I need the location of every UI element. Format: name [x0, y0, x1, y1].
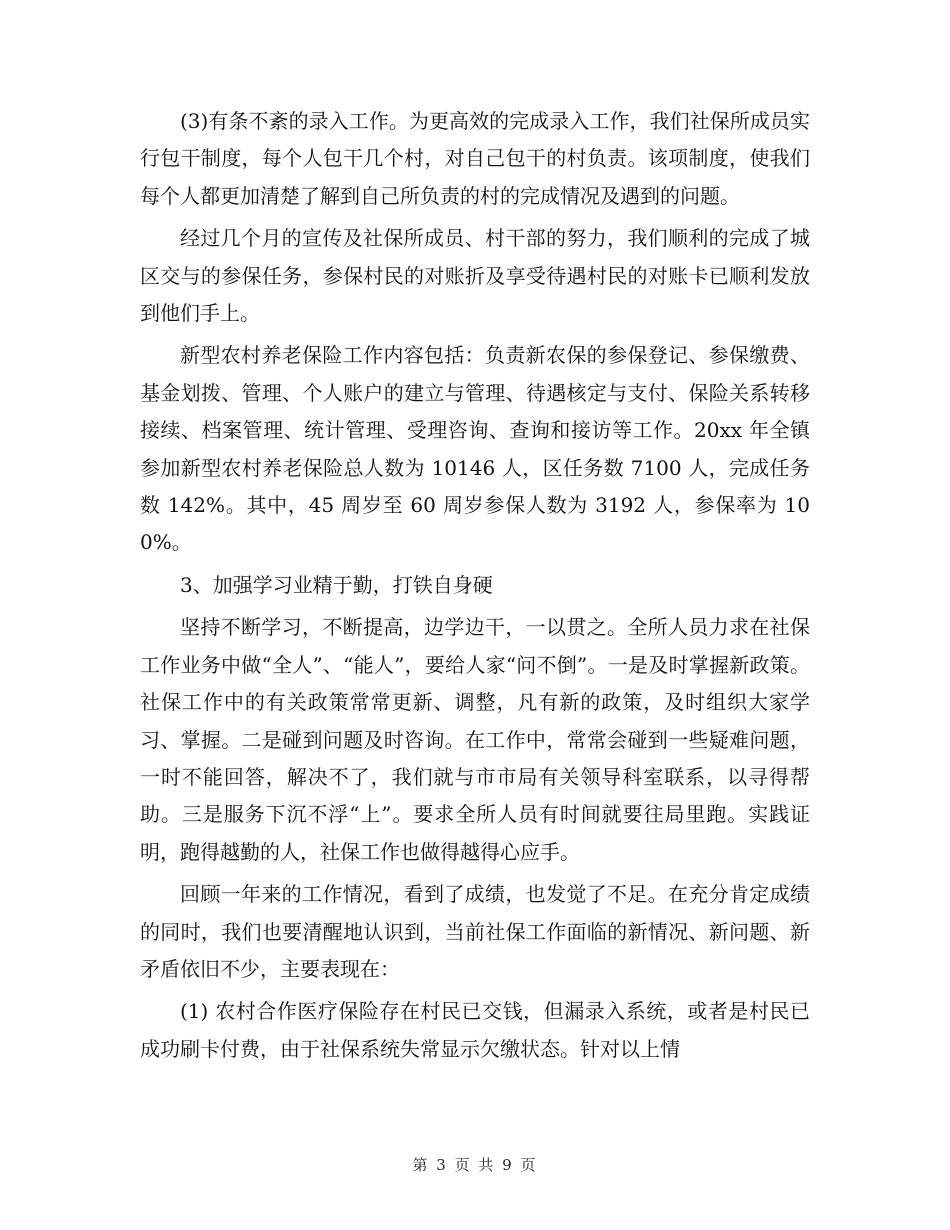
section-heading-study: 3、加强学习业精于勤，打铁自身硬 — [180, 572, 493, 597]
paragraph-continuous-learning: 坚持不断学习，不断提高，边学边干，一以贯之。全所人员力求在社保工作业务中做“全人”、“能人”，要给人家“问不倒”。一是及时掌握新政策。社保工作中的有关政策常常更新、调整，凡有新的政策，及时组织大家学习、掌握。二是碰到问题及时咨询。在工作中，常常会碰到一些疑难问题，一时不能回答，解决不了，我们就与市市局有关领导科室联系，以寻得帮助。三是服务下沉不浮“上”。要求全所人员有时间就要往局里跑。实践证明，跑得越勤的人，社保工作也做得越得心应手。 — [140, 615, 810, 864]
paragraph-review: 回顾一年来的工作情况，看到了成绩，也发觉了不足。在充分肯定成绩的同时，我们也要清醒地认识到，当前社保工作面临的新情况、新问题、新矛盾依旧不少，主要表现在： — [140, 882, 810, 981]
page-number-footer: 第 3 页 共 9 页 — [412, 1156, 538, 1174]
paragraph-pension-content: 新型农村养老保险工作内容包括：负责新农保的参保登记、参保缴费、基金划拨、管理、个人账户的建立与管理、待遇核定与支付、保险关系转移接续、档案管理、统计管理、受理咨询、查询和接访等工作。20xx 年全镇参加新型农村养老保险总人数为 10146 人，区任务数 7100 人，完成任务数 142%。其中，45 周岁至 60 周岁参保人数为 3192 人，参保率为 100%。 — [140, 343, 810, 555]
paragraph-entry-work: (3)有条不紊的录入工作。为更高效的完成录入工作，我们社保所成员实行包干制度，每个人包干几个村，对自己包干的村负责。该项制度，使我们每个人都更加清楚了解到自己所负责的村的完成情况及遇到的问题。 — [140, 109, 810, 208]
document-body — [140, 103, 810, 1073]
paragraph-task-completion: 经过几个月的宣传及社保所成员、村干部的努力，我们顺利的完成了城区交与的参保任务，参保村民的对账折及享受待遇村民的对账卡已顺利发放到他们手上。 — [140, 226, 810, 326]
paragraph-issue-1: (1) 农村合作医疗保险存在村民已交钱，但漏录入系统，或者是村民已成功刷卡付费，由于社保系统失常显示欠缴状态。针对以上情 — [140, 999, 810, 1061]
